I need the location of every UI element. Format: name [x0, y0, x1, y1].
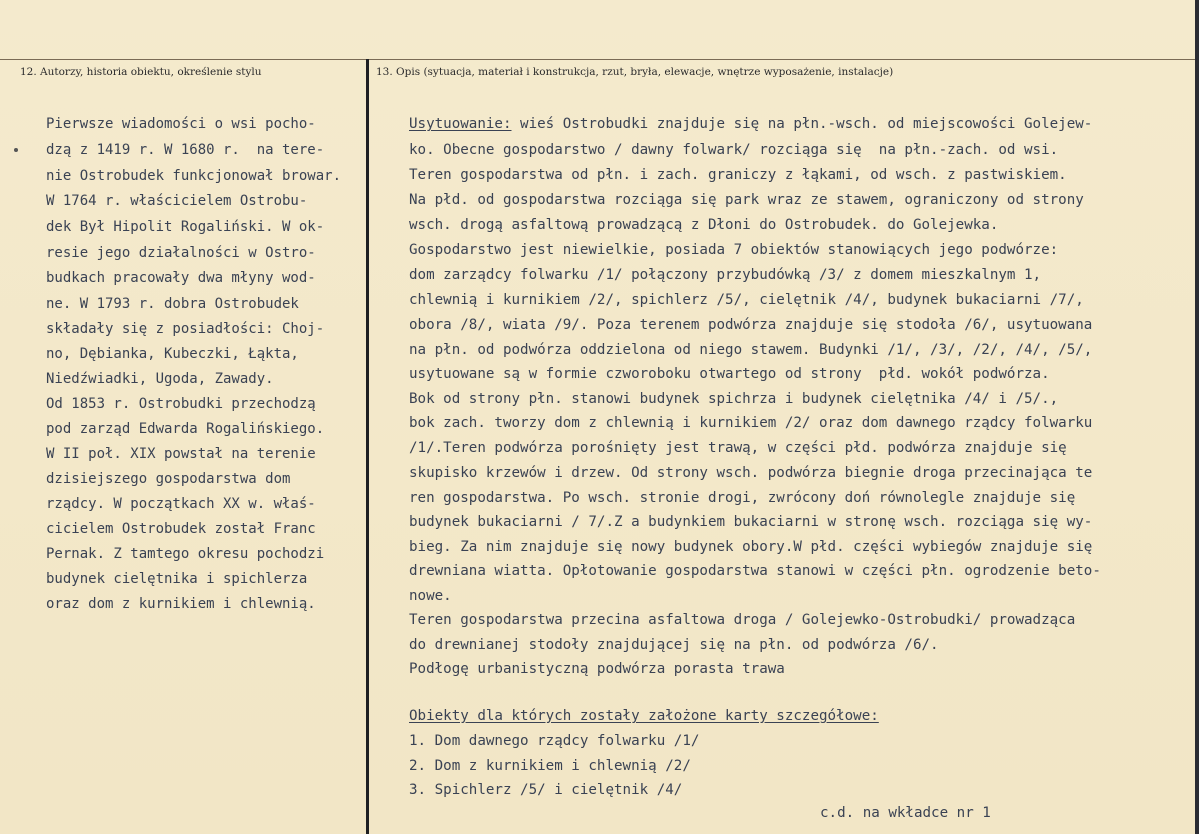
column-divider [366, 59, 369, 834]
history-line: dek Był Hipolit Rogaliński. W ok- [46, 219, 325, 235]
description-line: Podłogę urbanistyczną podwórza porasta trawa [409, 661, 785, 677]
history-line: W II poł. XIX powstał na terenie [46, 446, 316, 462]
history-line: ne. W 1793 r. dobra Ostrobudek [46, 296, 299, 312]
margin-dot [14, 148, 18, 152]
history-line: Niedźwiadki, Ugoda, Zawady. [46, 371, 274, 387]
description-line: Gospodarstwo jest niewielkie, posiada 7 obiektów stanowiących jego podwórze: [409, 242, 1059, 258]
description-line: Teren gospodarstwa od płn. i zach. graniczy z łąkami, od wsch. z pastwiskiem. [409, 167, 1067, 183]
history-line: Pierwsze wiadomości o wsi pocho- [46, 116, 316, 132]
description-line: /1/.Teren podwórza porośnięty jest trawą, w części płd. podwórza znajduje się [409, 440, 1067, 456]
history-line: pod zarząd Edwarda Rogalińskiego. [46, 421, 325, 437]
description-line: usytuowane są w formie czworoboku otwartego od strony płd. wokół podwórza. [409, 366, 1050, 382]
history-line: budkach pracowały dwa młyny wod- [46, 270, 316, 286]
history-line: dzisiejszego gospodarstwa dom [46, 471, 291, 487]
description-line: Teren gospodarstwa przecina asfaltowa droga / Golejewko-Ostrobudki/ prowadząca [409, 612, 1076, 628]
header-rule [0, 59, 1195, 60]
objects-heading: Obiekty dla których zostały założone karty szczegółowe: [409, 708, 879, 724]
description-line: Na płd. od gospodarstwa rozciąga się park wraz ze stawem, ograniczony od strony [409, 192, 1084, 208]
object-item: 2. Dom z kurnikiem i chlewnią /2/ [409, 758, 691, 774]
description-line: bieg. Za nim znajduje się nowy budynek obory.W płd. części wybiegów znajduje się [409, 539, 1093, 555]
history-line: rządcy. W początkach XX w. właś- [46, 496, 316, 512]
description-line: wsch. drogą asfaltową prowadzącą z Dłoni do Ostrobudek. do Golejewka. [409, 217, 999, 233]
history-line: cicielem Ostrobudek został Franc [46, 521, 316, 537]
description-line: ko. Obecne gospodarstwo / dawny folwark/ rozciąga się na płn.-zach. od wsi. [409, 142, 1059, 158]
description-line: dom zarządcy folwarku /1/ połączony przybudówką /3/ z domem mieszkalnym 1, [409, 267, 1042, 283]
description-line: chlewnią i kurnikiem /2/, spichlerz /5/, cielętnik /4/, budynek bukaciarni /7/, [409, 292, 1084, 308]
description-first-rest: wieś Ostrobudki znajduje się na płn.-wsch. od miejscowości Golejew- [511, 116, 1093, 132]
description-line: obora /8/, wiata /9/. Poza terenem podwórza znajduje się stodoła /6/, usytuowana [409, 317, 1093, 333]
object-item: 1. Dom dawnego rządcy folwarku /1/ [409, 733, 700, 749]
card-edge [1195, 0, 1199, 834]
history-line: resie jego działalności w Ostro- [46, 245, 316, 261]
description-line: drewniana wiatta. Opłotowanie gospodarstwa stanowi w części płn. ogrodzenie beto- [409, 563, 1101, 579]
field-12-header: 12. Autorzy, historia obiektu, określenie stylu [20, 66, 262, 78]
history-line: Od 1853 r. Ostrobudki przechodzą [46, 396, 316, 412]
description-line: budynek bukaciarni / 7/.Z a budynkiem bukaciarni w stronę wsch. rozciąga się wy- [409, 514, 1093, 530]
continuation-note: c.d. na wkładce nr 1 [820, 805, 991, 821]
description-line: do drewnianej stodoły znajdującej się na płn. od podwórza /6/. [409, 637, 939, 653]
object-item: 3. Spichlerz /5/ i cielętnik /4/ [409, 782, 683, 798]
history-line: oraz dom z kurnikiem i chlewnią. [46, 596, 316, 612]
history-line: dzą z 1419 r. W 1680 r. na tere- [46, 142, 325, 158]
history-line: Pernak. Z tamtego okresu pochodzi [46, 546, 325, 562]
description-line: nowe. [409, 588, 452, 604]
description-line: na płn. od podwórza oddzielona od niego stawem. Budynki /1/, /3/, /2/, /4/, /5/, [409, 342, 1093, 358]
description-line: ren gospodarstwa. Po wsch. stronie drogi, zwrócony doń równolegle znajduje się [409, 490, 1076, 506]
history-line: W 1764 r. właścicielem Ostrobu- [46, 193, 308, 209]
description-line: skupisko krzewów i drzew. Od strony wsch. podwórza biegnie droga przecinająca te [409, 465, 1093, 481]
description-line: Bok od strony płn. stanowi budynek spichrza i budynek cielętnika /4/ i /5/., [409, 391, 1059, 407]
description-first-line [409, 116, 1092, 132]
description-line: bok zach. tworzy dom z chlewnią i kurnikiem /2/ oraz dom dawnego rządcy folwarku [409, 415, 1093, 431]
history-line: nie Ostrobudek funkcjonował browar. [46, 168, 342, 184]
field-13-header: 13. Opis (sytuacja, materiał i konstrukcja, rzut, bryła, elewacje, wnętrze wyposażenie, instalacje) [376, 66, 894, 78]
situation-heading: Usytuowanie: [409, 116, 512, 132]
history-line: no, Dębianka, Kubeczki, Łąkta, [46, 346, 299, 362]
history-line: budynek cielętnika i spichlerza [46, 571, 308, 587]
history-line: składały się z posiadłości: Choj- [46, 321, 325, 337]
